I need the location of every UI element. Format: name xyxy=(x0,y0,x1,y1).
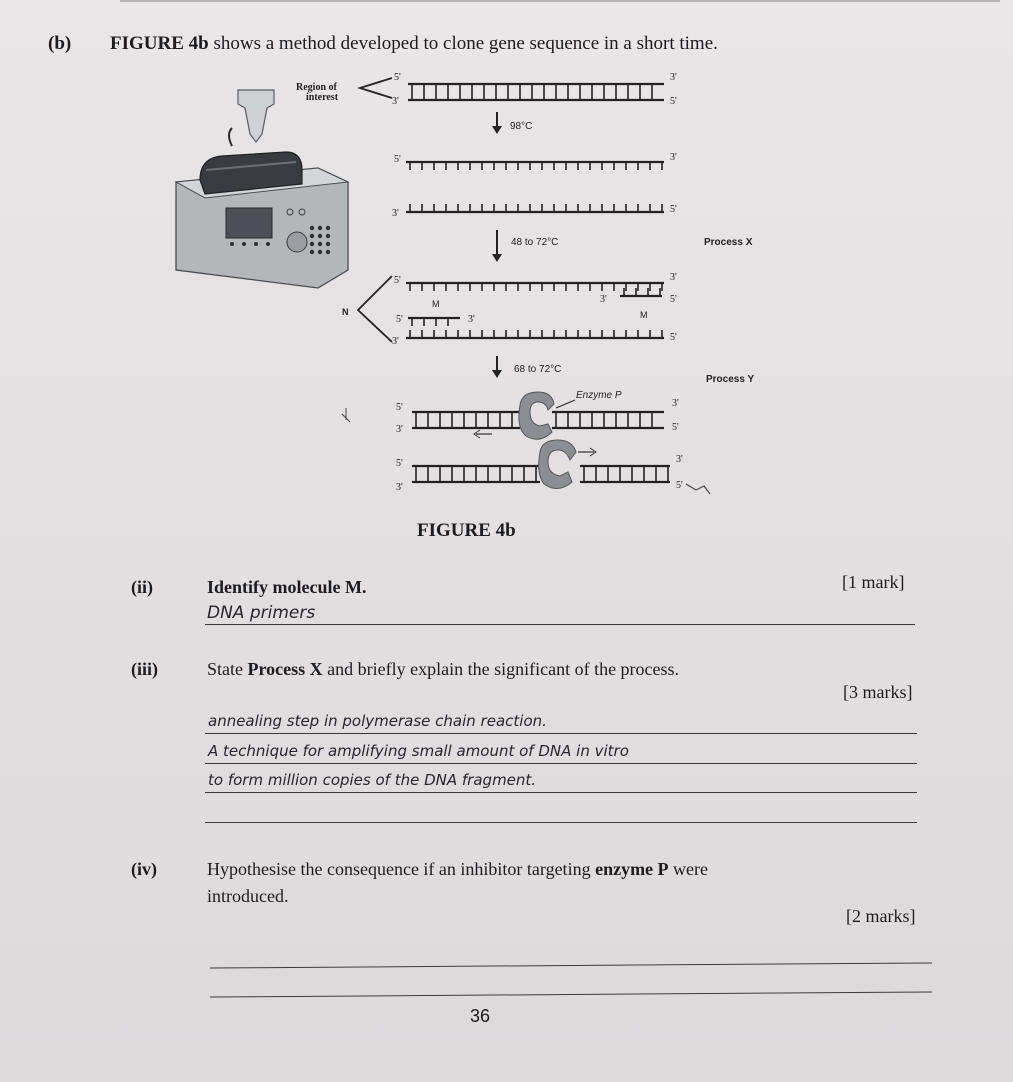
q-iii-marks: [3 marks] xyxy=(843,682,913,702)
label-3p: 3' xyxy=(670,272,677,283)
label-3p: 3' xyxy=(396,482,403,493)
dna-extend-b-lower-2 xyxy=(580,474,670,482)
q-ii-answer-line xyxy=(205,624,915,625)
label-5p: 5' xyxy=(670,204,677,215)
q-iii-answer-line3: to form million copies of the DNA fragment. xyxy=(208,771,537,789)
q-iii-answer-line1: annealing step in polymerase chain reaction. xyxy=(208,712,547,730)
label-m-2: M xyxy=(640,310,648,320)
q-ii-number: (ii) xyxy=(131,577,153,597)
label-3p: 3' xyxy=(468,314,475,325)
label-5p: 5' xyxy=(670,294,677,305)
label-5p: 5' xyxy=(396,314,403,325)
q-iv-text xyxy=(207,859,708,880)
label-5p: 5' xyxy=(670,332,677,343)
process-x-label: Process X xyxy=(704,237,753,248)
label-5p: 5' xyxy=(396,402,403,413)
q-ii-answer: DNA primers xyxy=(207,603,316,623)
temp-anneal: 48 to 72°C xyxy=(511,237,559,248)
process-y-label: Process Y xyxy=(706,374,755,385)
label-5p: 5' xyxy=(676,480,683,491)
q-iii-number: (iii) xyxy=(131,659,158,679)
q-iv-text-post: were xyxy=(668,859,709,879)
label-m-1: M xyxy=(432,299,440,309)
dna-extend-b-upper xyxy=(412,466,540,474)
dna-extend-a-lower xyxy=(412,420,520,428)
dna-top-lower xyxy=(408,92,664,100)
q-iv-number: (iv) xyxy=(131,859,157,879)
dna-extend-b-lower xyxy=(412,474,540,482)
q-iv-text-bold: enzyme P xyxy=(595,859,669,879)
q-iv-line-2 xyxy=(210,991,932,997)
q-iii-line-3 xyxy=(205,792,917,793)
dna-top-upper xyxy=(408,84,664,92)
temp-extend: 68 to 72°C xyxy=(514,364,562,375)
question-b-label: (b) xyxy=(48,33,72,54)
label-3p: 3' xyxy=(392,336,399,347)
label-3p: 3' xyxy=(670,72,677,83)
figure-caption: FIGURE 4b xyxy=(417,520,516,541)
q-iv-text-line2: introduced. xyxy=(207,886,289,906)
thermocycler-illustration xyxy=(176,90,348,288)
q-iii-text-post: and briefly explain the significant of the process. xyxy=(322,659,680,679)
q-iii-text xyxy=(207,659,679,680)
q-iii-text-pre: State xyxy=(207,659,248,679)
dna-denatured-lower xyxy=(406,204,664,212)
label-3p: 3' xyxy=(392,208,399,219)
region-label-line1: Region of xyxy=(296,82,337,93)
question-b-figure-ref: FIGURE 4b xyxy=(110,33,209,54)
q-iii-line-2 xyxy=(205,763,917,764)
enzyme-p-shape-2 xyxy=(539,440,576,489)
dna-extend-b-upper-2 xyxy=(580,466,670,474)
label-5p: 5' xyxy=(670,96,677,107)
q-iv-marks: [2 marks] xyxy=(846,906,916,926)
q-iii-line-1 xyxy=(205,733,917,734)
label-3p: 3' xyxy=(392,96,399,107)
dna-denatured-upper xyxy=(406,162,664,170)
label-5p: 5' xyxy=(394,72,401,83)
q-iii-text-bold: Process X xyxy=(247,659,323,679)
label-5p: 5' xyxy=(394,275,401,286)
label-3p: 3' xyxy=(396,424,403,435)
label-5p: 5' xyxy=(394,154,401,165)
enzyme-p-label: Enzyme P xyxy=(576,390,622,401)
region-label-line2: interest xyxy=(306,92,339,103)
label-3p: 3' xyxy=(600,294,607,305)
q-ii-marks: [1 mark] xyxy=(842,572,905,592)
label-5p: 5' xyxy=(672,422,679,433)
label-3p: 3' xyxy=(670,152,677,163)
dna-extend-a-upper xyxy=(412,412,520,420)
enzyme-p-shape-1 xyxy=(519,392,554,439)
question-b-text-rest: shows a method developed to clone gene sequence in a short time. xyxy=(208,33,718,54)
dna-extend-a-lower-2 xyxy=(552,420,664,428)
label-5p: 5' xyxy=(396,458,403,469)
temp-denature: 98°C xyxy=(510,121,533,132)
label-3p: 3' xyxy=(672,398,679,409)
label-n: N xyxy=(342,307,349,317)
dna-extend-a-upper-2 xyxy=(552,412,664,420)
q-iv-text-pre: Hypothesise the consequence if an inhibitor targeting xyxy=(207,859,596,879)
label-3p: 3' xyxy=(676,454,683,465)
q-iii-line-4 xyxy=(205,822,917,823)
q-iv-line-1 xyxy=(210,962,932,968)
dna-annealed-upper xyxy=(406,283,664,291)
page-number: 36 xyxy=(470,1006,491,1026)
q-ii-text: Identify molecule M. xyxy=(207,577,367,597)
dna-primer-left xyxy=(408,318,460,326)
q-iii-answer-line2: A technique for amplifying small amount of DNA in vitro xyxy=(208,742,629,760)
dna-annealed-lower xyxy=(406,330,664,338)
